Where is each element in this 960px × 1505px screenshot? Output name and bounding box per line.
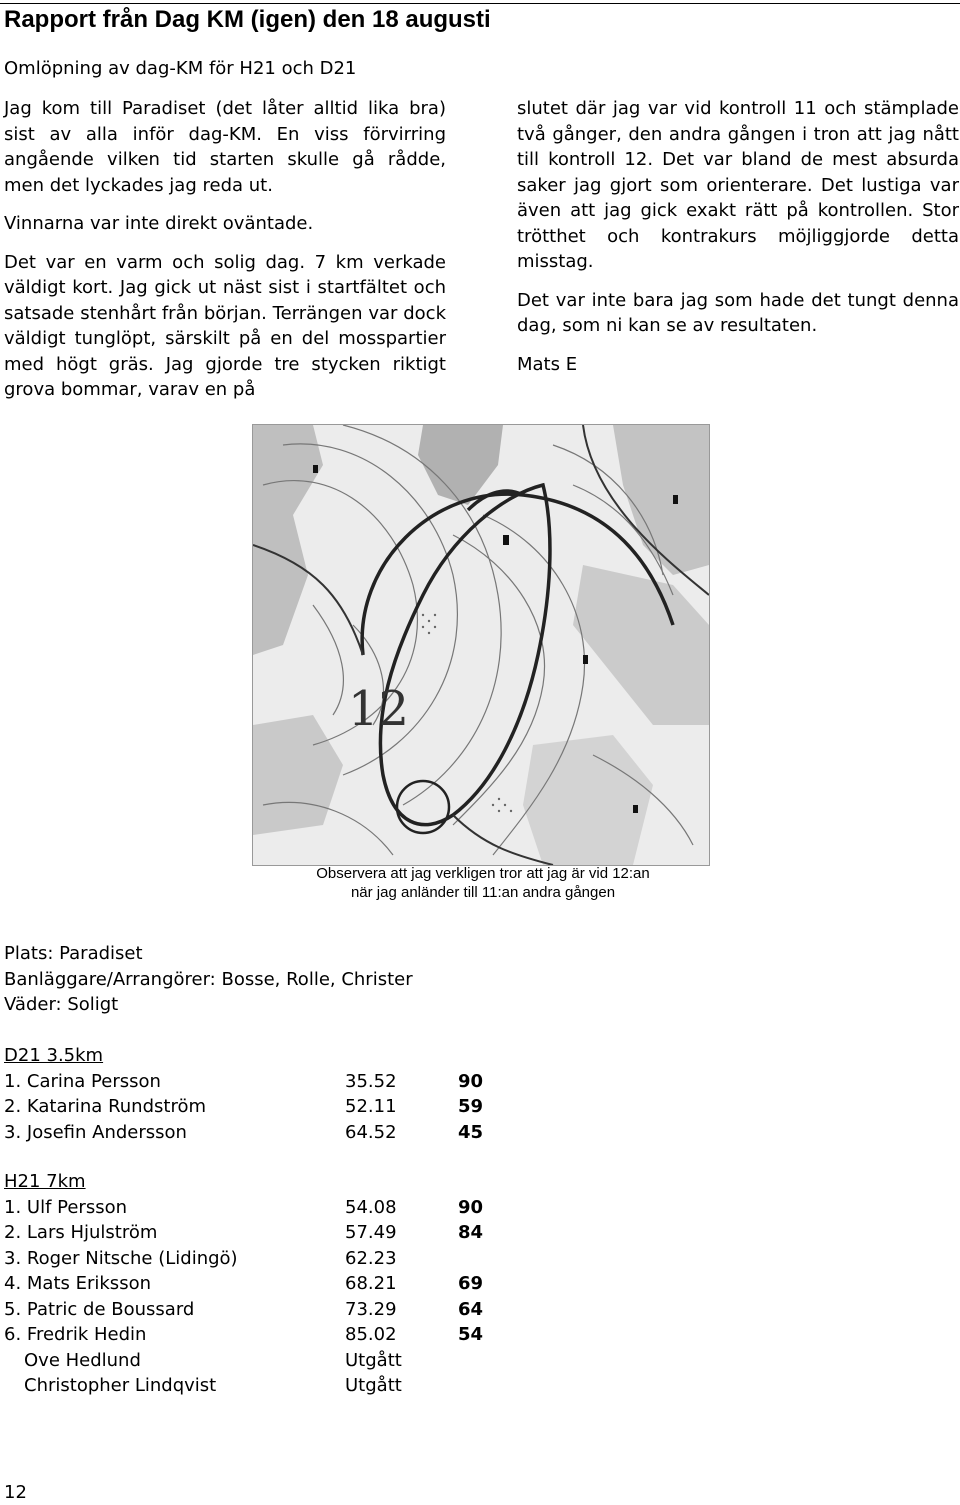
results-d21 <box>4 1043 484 1145</box>
result-row <box>4 1322 484 1348</box>
result-row <box>4 1373 402 1399</box>
runner-name: 3. Josefin Andersson <box>4 1121 187 1143</box>
runner-time: Utgått <box>345 1375 402 1396</box>
runner-time: 54.08 <box>345 1196 397 1218</box>
runner-name: 6. Fredrik Hedin <box>4 1324 147 1345</box>
result-row <box>4 1220 484 1246</box>
result-row <box>4 1069 484 1095</box>
paragraph: slutet där jag var vid kontroll 11 och stämplade två gånger, den andra gången i tron att jag nått till kontroll 12. Det var bland de mest absurda saker jag gjort som orienterare. Det lustiga var även att jag gick exakt rätt på kontrollen. Stor trötthet och kontrakurs möjliggjorde detta misstag. <box>517 98 959 272</box>
runner-name: 4. Mats Eriksson <box>4 1273 151 1294</box>
runner-time: 57.49 <box>345 1222 397 1243</box>
runner-time: 35.52 <box>345 1070 397 1092</box>
caption-line: Observera att jag verkligen tror att jag är vid 12:an <box>316 865 650 882</box>
class-heading: H21 7km <box>4 1171 86 1192</box>
runner-name: Christopher Lindqvist <box>24 1375 217 1396</box>
results-h21 <box>4 1169 484 1399</box>
result-row <box>4 1120 484 1146</box>
runner-points: 90 <box>458 1196 484 1218</box>
runner-name: 2. Katarina Rundström <box>4 1096 206 1117</box>
event-info <box>4 941 413 1018</box>
runner-time: 68.21 <box>345 1273 397 1294</box>
runner-time: 52.11 <box>345 1096 397 1117</box>
runner-points: 64 <box>458 1298 484 1320</box>
runner-name: 2. Lars Hjulström <box>4 1222 158 1243</box>
handwritten-control-label: 12 <box>348 681 410 737</box>
result-row <box>4 1297 484 1323</box>
paragraph: Jag kom till Paradiset (det låter alltid lika bra) sist av alla inför dag-KM. En viss förvirring angående vilken tid starten skulle gå rådde, men det lyckades jag reda ut. <box>4 98 446 196</box>
runner-name: 1. Ulf Persson <box>4 1196 127 1218</box>
runner-name: 1. Carina Persson <box>4 1070 161 1092</box>
page-title: Rapport från Dag KM (igen) den 18 augusti <box>4 6 491 33</box>
runner-time: 64.52 <box>345 1121 397 1143</box>
page-number: 12 <box>4 1482 27 1503</box>
runner-time: Utgått <box>345 1349 402 1371</box>
paragraph: Vinnarna var inte direkt oväntade. <box>4 213 314 234</box>
result-row <box>4 1271 484 1297</box>
runner-time: 73.29 <box>345 1298 397 1320</box>
runner-points: 90 <box>458 1070 484 1092</box>
class-heading: D21 3.5km <box>4 1045 104 1066</box>
runner-points: 69 <box>458 1273 484 1294</box>
place-line: Plats: Paradiset <box>4 943 143 964</box>
subtitle: Omlöpning av dag-KM för H21 och D21 <box>4 58 357 79</box>
runner-points: 84 <box>458 1222 484 1243</box>
orienteering-map <box>252 424 710 866</box>
result-row <box>4 1094 484 1120</box>
runner-time: 62.23 <box>345 1247 397 1269</box>
author-signature: Mats E <box>517 353 578 375</box>
article-column-left <box>4 96 446 416</box>
map-caption <box>260 864 706 902</box>
runner-points: 54 <box>458 1324 484 1345</box>
result-row <box>4 1195 484 1221</box>
weather-line: Väder: Soligt <box>4 994 119 1015</box>
paragraph: Det var en varm och solig dag. 7 km verkade väldigt kort. Jag gick ut näst sist i startfältet och satsade stenhårt från början. Terrängen var dock väldigt tunglöpt, särskilt på en del mosspartier med högt gräs. Jag gjorde tre stycken riktigt grova bommar, varav en på <box>4 251 446 400</box>
runner-points: 59 <box>458 1096 484 1117</box>
runner-name: 3. Roger Nitsche (Lidingö) <box>4 1247 238 1269</box>
runner-time: 85.02 <box>345 1324 397 1345</box>
organizers-line: Banläggare/Arrangörer: Bosse, Rolle, Christer <box>4 968 413 990</box>
article-column-right <box>517 96 959 390</box>
runner-name: 5. Patric de Boussard <box>4 1298 195 1320</box>
paragraph: Det var inte bara jag som hade det tungt denna dag, som ni kan se av resultaten. <box>517 289 959 336</box>
runner-name: Ove Hedlund <box>24 1349 141 1371</box>
result-row <box>4 1348 402 1374</box>
caption-line: när jag anländer till 11:an andra gången <box>350 884 616 901</box>
result-row <box>4 1246 397 1272</box>
runner-points: 45 <box>458 1121 484 1143</box>
map-drawing <box>253 425 709 865</box>
